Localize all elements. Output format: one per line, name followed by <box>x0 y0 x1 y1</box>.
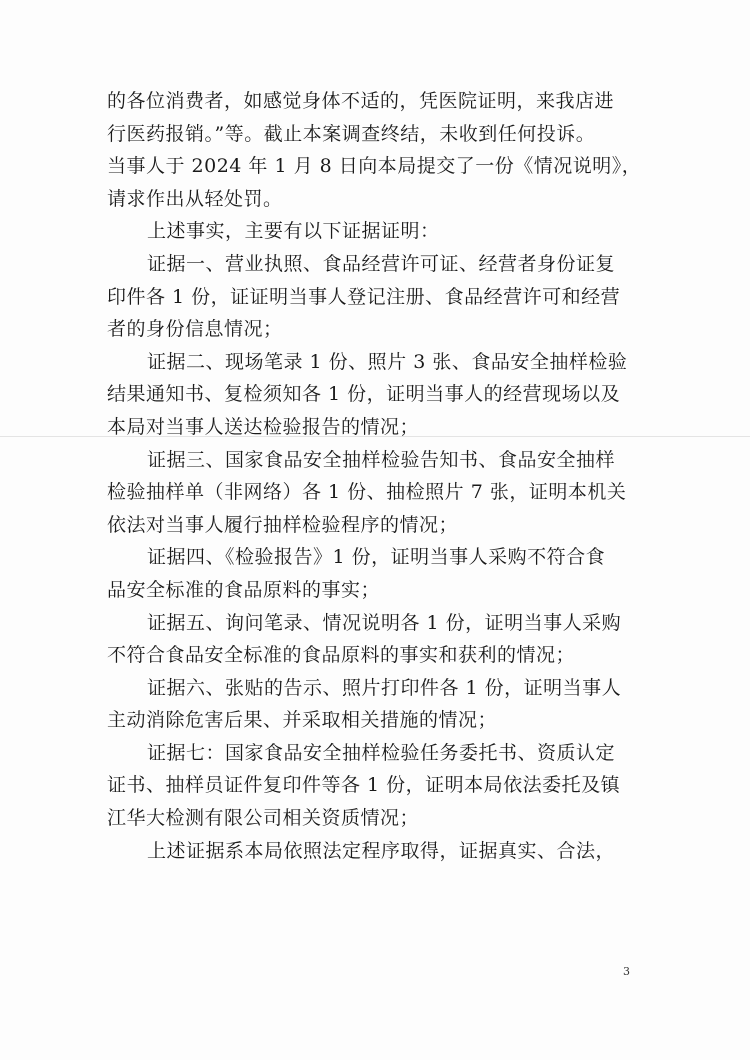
text-line: 行医药报销。”等。截止本案调查终结，未收到任何投诉。 <box>107 122 596 145</box>
document-body <box>107 85 642 867</box>
text-line: 证据一、营业执照、食品经营许可证、经营者身份证复 <box>147 252 616 275</box>
text-line: 上述事实，主要有以下证据证明： <box>147 220 440 243</box>
text-line: 印件各 1 份，证证明当事人登记注册、食品经营许可和经营 <box>107 285 621 308</box>
text-line: 证据六、张贴的告示、照片打印件各 1 份，证明当事人 <box>147 676 622 699</box>
text-line: 证据二、现场笔录 1 份、照片 3 张、食品安全抽样检验 <box>147 350 628 373</box>
text-line: 不符合食品安全标准的食品原料的事实和获利的情况； <box>107 644 576 667</box>
text-line: 主动消除危害后果、并采取相关措施的情况； <box>107 709 498 732</box>
page-number: 3 <box>623 965 630 978</box>
text-line: 的各位消费者，如感觉身体不适的，凭医院证明，来我店进 <box>107 90 615 112</box>
text-line: 者的身份信息情况； <box>107 318 283 341</box>
text-line: 上述证据系本局依照法定程序取得，证据真实、合法， <box>147 839 616 862</box>
text-line: 证据七：国家食品安全抽样检验任务委托书、资质认定 <box>147 741 616 764</box>
text-line: 本局对当事人送达检验报告的情况； <box>107 415 420 438</box>
text-line: 请求作出从轻处罚。 <box>107 187 283 210</box>
text-line: 依法对当事人履行抽样检验程序的情况； <box>107 513 459 536</box>
text-line: 品安全标准的食品原料的事实； <box>107 578 381 601</box>
text-line: 江华大检测有限公司相关资质情况； <box>107 807 420 830</box>
text-line: 证据五、询问笔录、情况说明各 1 份，证明当事人采购 <box>147 611 622 634</box>
text-line: 检验抽样单（非网络）各 1 份、抽检照片 7 张，证明本机关 <box>107 481 627 504</box>
text-line: 当事人于 2024 年 1 月 8 日向本局提交了一份《情况说明》， <box>107 155 642 178</box>
text-line: 证书、抽样员证件复印件等各 1 份，证明本局依法委托及镇 <box>107 774 621 797</box>
text-line: 证据四、《检验报告》1 份，证明当事人采购不符合食 <box>147 546 606 569</box>
text-line: 结果通知书、复检须知各 1 份，证明当事人的经营现场以及 <box>107 383 621 406</box>
text-line: 证据三、国家食品安全抽样检验告知书、食品安全抽样 <box>147 448 616 471</box>
